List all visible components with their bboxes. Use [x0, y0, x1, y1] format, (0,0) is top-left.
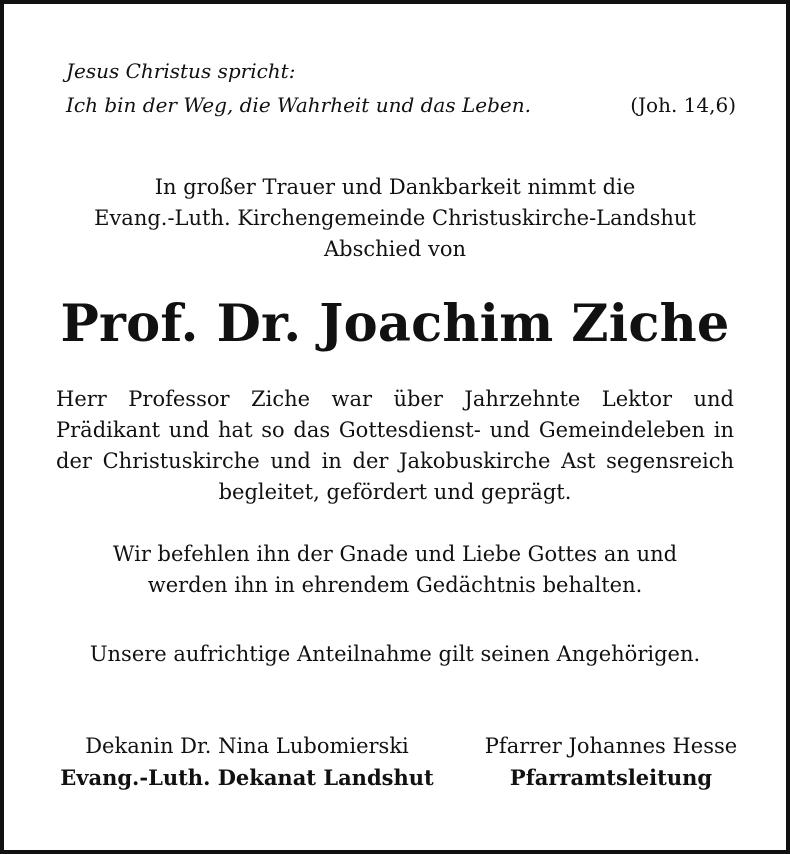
commendation-line-2: werden ihn in ehrendem Gedächtnis behalten.: [147, 573, 643, 597]
signature-right: [456, 730, 766, 794]
commendation-line-1: Wir befehlen ihn der Gnade und Liebe Gottes an und: [112, 542, 678, 566]
deceased-name: Prof. Dr. Joachim Ziche: [60, 294, 730, 354]
bible-verse: [66, 54, 736, 122]
intro-line-1: In großer Trauer und Dankbarkeit nimmt die: [154, 175, 636, 199]
signature-left: [42, 730, 452, 794]
verse-line-2: Ich bin der Weg, die Wahrheit und das Leben.: [66, 93, 531, 117]
intro-line-2: Evang.-Luth. Kirchengemeinde Christuskirche-Landshut: [94, 206, 696, 230]
condolence-text: Unsere aufrichtige Anteilnahme gilt seinen Angehörigen.: [89, 642, 701, 666]
signatory-organization-right: Pfarramtsleitung: [509, 765, 713, 790]
signatory-name-right: Pfarrer Johannes Hesse: [484, 734, 738, 758]
verse-reference: (Joh. 14,6): [630, 93, 736, 117]
signatory-organization-left: Evang.-Luth. Dekanat Landshut: [60, 765, 434, 790]
intro-line-3: Abschied von: [324, 237, 466, 261]
intro-text: [24, 172, 766, 265]
signatory-name-left: Dekanin Dr. Nina Lubomierski: [85, 734, 409, 758]
verse-line-1: Jesus Christus spricht:: [66, 59, 296, 83]
commendation-text: [44, 539, 746, 601]
tribute-paragraph: Herr Professor Ziche war über Jahrzehnte Lektor und Prädikant und hat so das Gottesdienst- und Gemeindeleben in der Christuskirche und in der Jakobuskirche Ast segensreich begleitet, gefördert und geprägt.: [56, 387, 734, 504]
